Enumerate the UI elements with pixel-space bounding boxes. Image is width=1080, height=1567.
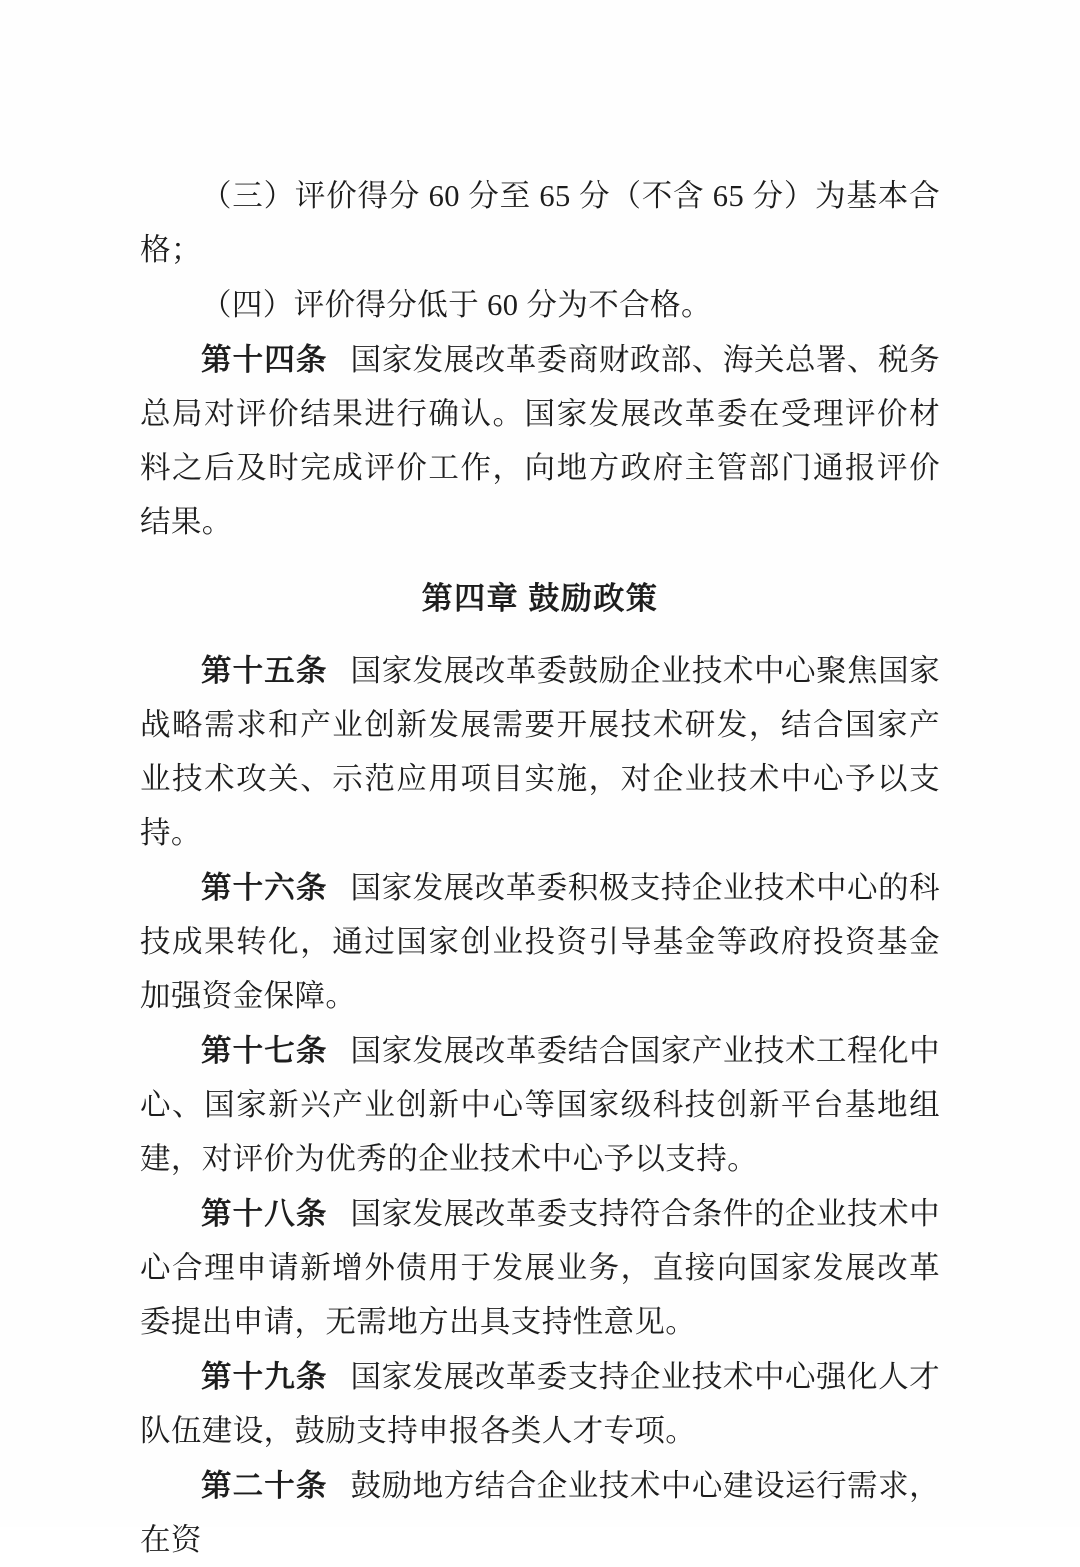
article-14: [140, 334, 940, 550]
article-20-text: 鼓励地方结合企业技术中心建设运行需求，在资: [140, 1468, 940, 1557]
article-20: [140, 1460, 940, 1567]
article-16-text: 国家发展改革委积极支持企业技术中心的科技成果转化，通过国家创业投资引导基金等政府投资基金加强资金保障。: [140, 870, 940, 1013]
article-15-text: 国家发展改革委鼓励企业技术中心聚焦国家战略需求和产业创新发展需要开展技术研发，结合国家产业技术攻关、示范应用项目实施，对企业技术中心予以支持。: [140, 653, 940, 850]
article-14-text: 国家发展改革委商财政部、海关总署、税务总局对评价结果进行确认。国家发展改革委在受理评价材料之后及时完成评价工作，向地方政府主管部门通报评价结果。: [140, 342, 940, 539]
article-19-text: 国家发展改革委支持企业技术中心强化人才队伍建设，鼓励支持申报各类人才专项。: [140, 1359, 940, 1448]
clause-three: （三）评价得分 60 分至 65 分（不含 65 分）为基本合格；: [140, 179, 940, 267]
article-18-label: 第十八条: [201, 1196, 328, 1231]
article-19: [140, 1351, 940, 1459]
article-17-label: 第十七条: [201, 1033, 328, 1068]
clause-four: （四）评价得分低于 60 分为不合格。: [201, 287, 712, 322]
article-15-label: 第十五条: [201, 653, 328, 688]
article-15: [140, 645, 940, 861]
article-20-label: 第二十条: [201, 1468, 328, 1503]
article-18-text: 国家发展改革委支持符合条件的企业技术中心合理申请新增外债用于发展业务，直接向国家发展改革委提出申请，无需地方出具支持性意见。: [140, 1196, 940, 1339]
article-17-text: 国家发展改革委结合国家产业技术工程化中心、国家新兴产业创新中心等国家级科技创新平台基地组建，对评价为优秀的企业技术中心予以支持。: [140, 1033, 940, 1176]
article-17: [140, 1025, 940, 1187]
article-19-label: 第十九条: [201, 1359, 328, 1394]
article-14-label: 第十四条: [201, 342, 328, 377]
article-18: [140, 1188, 940, 1350]
article-16-label: 第十六条: [201, 870, 328, 905]
document-body: [140, 170, 940, 1567]
chapter-four-heading: 第四章 鼓励政策: [421, 580, 659, 616]
article-16: [140, 862, 940, 1024]
